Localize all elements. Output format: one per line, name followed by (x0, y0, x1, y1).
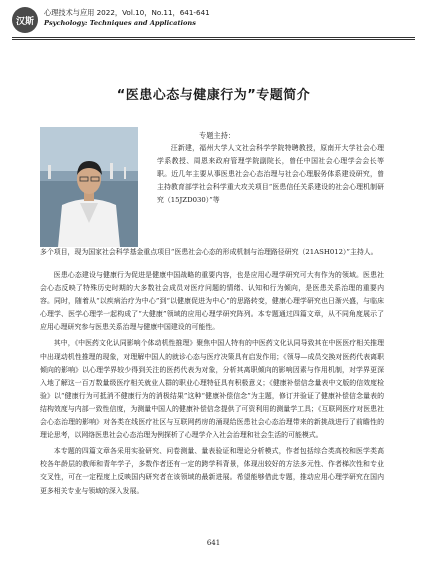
header-rule-bottom (12, 39, 415, 40)
paragraph-summary: 本专题的四篇文章各采用实验研究、问卷测量、量表验证和理论分析模式，作者包括综合类高校和医学类高校各年龄层的教师和青年学子，多数作者还有一定的跨学科背景，体现出较好的方法多元性、作者梯次性和专业交叉性，可在一定程度上反映国内研究者在该领域的最新进展。希望能够借此专题，推动应用心理学研究在国内更多相关专业与领域的深入发展。 (40, 447, 384, 495)
page-title: “医患心态与健康行为”专题简介 (116, 88, 311, 103)
paragraph-articles: 其中，《中医药文化认同影响个体动机性推理》聚焦中国人特有的中医药文化认同导致其在中医医疗相关推理中出现动机性推理的现象，对理解中国人的就诊心态与医疗决策具有启发作用；《领导—成员交换对医药代表离职倾向的影响》以心理学界较少得到关注的医药代表为对象，分析其离职倾向的影响因素与作用机制，对学界更深入地了解这一百万数量级医疗相关就业人群的职业心理特征具有积极意义；《健康补偿信念量表中文版的信效度检验》以“健康行为可抵消不健康行为的消极结果”这种“健康补偿信念”为主题，修订并验证了健康补偿信念量表的结构效度与内部一致性信度，为测量中国人的健康补偿信念提供了可资利用的测量学工具；《互联网医疗对医患社会心态治理的影响》对各类在线医疗社区与互联网药房的涌现给医患社会心态治理带来的新挑战进行了前瞻性的理论思考，以网络医患社会心态治理为例探析了心理学介入社会治理和社会生活的可能模式。 (40, 339, 384, 440)
page-number: 641 (206, 539, 221, 547)
host-bio-continuation: 多个项目，现为国家社会科学基金重点项目“医患社会心态的形成机制与治理路径研究（21ASH012）”主持人。 (40, 248, 378, 256)
journal-english-name: Psychology: Techniques and Applications (44, 19, 196, 27)
portrait-illustration (40, 127, 138, 247)
header-rule-top (12, 37, 415, 38)
host-heading: 专题主持： (199, 131, 235, 140)
host-photo (40, 127, 138, 247)
journal-header (12, 6, 415, 36)
body-text (40, 269, 384, 501)
paragraph-intro: 医患心态建设与健康行为促进是健康中国战略的重要内容，也是应用心理学研究可大有作为的领域。医患社会心态反映了特殊历史时期的大多数社会成员对医疗问题的情绪、认知和行为倾向，是医患关系治理的重要内容。同时，随着从“以疾病治疗为中心”到“以健康促进为中心”的思路转变，健康心理学研究也日渐兴盛，与临床心理学、医学心理学一起构成了“大健康”领域的应用心理学研究阵列。本专题通过四篇文章，从不同角度展示了应用心理研究参与医患关系治理与健康中国建设的可能性。 (40, 271, 384, 332)
journal-citation: 心理技术与应用 2022，Vol.10，No.11，641-641 (44, 8, 210, 17)
host-bio-side: 汪新建，福州大学人文社会科学学院特聘教授，原南开大学社会心理学系教授、周恩来政府管理学院副院长，曾任中国社会心理学会会长等职。近几年主要从事医患社会心态治理与社会心理服务体系建设研究，曾主持教育部学社会科学重大攻关项目“医患信任关系建设的社会心理机制研究（15JZD030）”等 (157, 144, 384, 205)
journal-logo: 汉斯 (12, 7, 38, 33)
